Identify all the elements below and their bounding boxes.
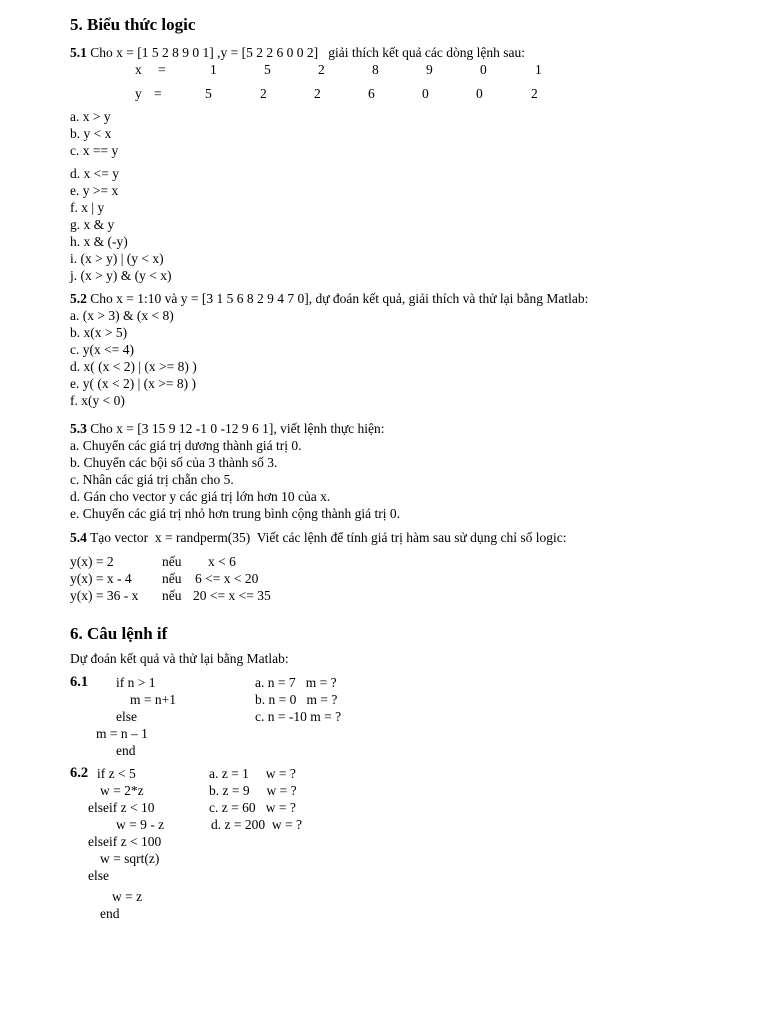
list-item: i. (x > y) | (y < x): [70, 251, 164, 266]
exercise-list-5-2: [70, 307, 197, 409]
code-line: w = 2*z: [100, 783, 144, 798]
problem-5-2: [70, 290, 588, 307]
code-line: if n > 1: [116, 675, 156, 690]
problem-5-3: [70, 420, 385, 437]
list-item: f. x | y: [70, 200, 105, 215]
x-value: 1: [210, 62, 217, 77]
problem-number: 5.2: [70, 291, 87, 306]
y-value: 0: [476, 86, 483, 101]
list-item: d. x( (x < 2) | (x >= 8) ): [70, 359, 197, 374]
list-item: a. x > y: [70, 109, 111, 124]
test-case: c. z = 60 w = ?: [209, 800, 296, 815]
list-item: e. y( (x < 2) | (x >= 8) ): [70, 376, 197, 391]
section-6-title: 6. Câu lệnh if: [70, 624, 168, 643]
condition: x < 6: [208, 554, 236, 569]
problem-number: 6.2: [70, 765, 89, 781]
list-item: d. Gán cho vector y các giá trị lớn hơn 10 của x.: [70, 489, 331, 504]
code-line: w = z: [112, 889, 143, 904]
problem-number: 5.1: [70, 45, 87, 60]
list-item: b. Chuyển các bội số của 3 thành số 3.: [70, 455, 278, 470]
problem-text: Cho x = [3 15 9 12 -1 0 -12 9 6 1], viết lệnh thực hiện:: [90, 421, 385, 436]
code-line: else: [88, 868, 109, 883]
equals: =: [158, 62, 166, 77]
exercise-list-5-1b: [70, 165, 171, 284]
code-line: else: [116, 709, 137, 724]
list-item: f. x(y < 0): [70, 393, 125, 408]
code-line: elseif z < 100: [88, 834, 162, 849]
code-line: m = n+1: [130, 692, 176, 707]
condition-word: nếu: [162, 588, 182, 603]
list-item: c. y(x <= 4): [70, 342, 134, 357]
exercise-list-5-3: [70, 437, 400, 522]
problem-number: 6.1: [70, 674, 89, 690]
code-line: end: [100, 906, 120, 921]
test-case: b. n = 0 m = ?: [255, 692, 338, 707]
problem-number: 5.4: [70, 530, 87, 545]
list-item: g. x & y: [70, 217, 115, 232]
list-item: c. x == y: [70, 143, 119, 158]
list-item: e. y >= x: [70, 183, 119, 198]
y-label: y: [135, 86, 142, 101]
test-case: d. z = 200 w = ?: [211, 817, 302, 832]
y-value: 6: [368, 86, 375, 101]
list-item: a. (x > 3) & (x < 8): [70, 308, 174, 323]
section-5-title: 5. Biểu thức logic: [70, 15, 196, 34]
x-value: 8: [372, 62, 379, 77]
problem-5-1: [70, 44, 525, 61]
problem-text: Cho x = [1 5 2 8 9 0 1] ,y = [5 2 2 6 0 0 2] giải thích kết quả các dòng lệnh sau:: [90, 45, 526, 60]
x-label: x: [135, 62, 142, 77]
list-item: a. Chuyển các giá trị dương thành giá trị 0.: [70, 438, 302, 453]
x-value: 5: [264, 62, 271, 77]
condition-word: nếu: [162, 571, 182, 586]
problem-5-4: [70, 529, 567, 546]
test-case: b. z = 9 w = ?: [209, 783, 297, 798]
list-item: e. Chuyển các giá trị nhỏ hơn trung bình cộng thành giá trị 0.: [70, 506, 400, 521]
y-value: 5: [205, 86, 212, 101]
problem-text: Cho x = 1:10 và y = [3 1 5 6 8 2 9 4 7 0], dự đoán kết quả, giải thích và thử lại bằng Matlab:: [90, 291, 589, 306]
code-line: w = sqrt(z): [100, 851, 160, 866]
condition-word: nếu: [162, 554, 182, 569]
y-value: 2: [314, 86, 321, 101]
function-expr: y(x) = 2: [70, 554, 114, 569]
list-item: b. y < x: [70, 126, 112, 141]
y-value: 2: [531, 86, 538, 101]
exercise-list-5-1a: [70, 108, 118, 159]
y-value: 0: [422, 86, 429, 101]
section-6-intro: Dự đoán kết quả và thử lại bằng Matlab:: [70, 651, 289, 666]
function-expr: y(x) = 36 - x: [70, 588, 139, 603]
x-value: 2: [318, 62, 325, 77]
condition: 6 <= x < 20: [195, 571, 259, 586]
code-line: m = n – 1: [96, 726, 148, 741]
list-item: j. (x > y) & (y < x): [70, 268, 172, 283]
list-item: c. Nhân các giá trị chẵn cho 5.: [70, 472, 234, 487]
list-item: h. x & (-y): [70, 234, 128, 249]
x-value: 1: [535, 62, 542, 77]
list-item: d. x <= y: [70, 166, 119, 181]
test-case: a. z = 1 w = ?: [209, 766, 296, 781]
code-line: w = 9 - z: [116, 817, 165, 832]
condition: 20 <= x <= 35: [193, 588, 271, 603]
code-line: end: [116, 743, 136, 758]
x-value: 0: [480, 62, 487, 77]
problem-text: Tạo vector x = randperm(35) Viết các lệnh để tính giá trị hàm sau sử dụng chỉ số logic:: [90, 530, 567, 545]
equals: =: [154, 86, 162, 101]
test-case: c. n = -10 m = ?: [255, 709, 342, 724]
y-value: 2: [260, 86, 267, 101]
problem-number: 5.3: [70, 421, 87, 436]
code-line: elseif z < 10: [88, 800, 155, 815]
list-item: b. x(x > 5): [70, 325, 128, 340]
function-expr: y(x) = x - 4: [70, 571, 132, 586]
test-case: a. n = 7 m = ?: [255, 675, 337, 690]
code-line: if z < 5: [97, 766, 136, 781]
x-value: 9: [426, 62, 433, 77]
